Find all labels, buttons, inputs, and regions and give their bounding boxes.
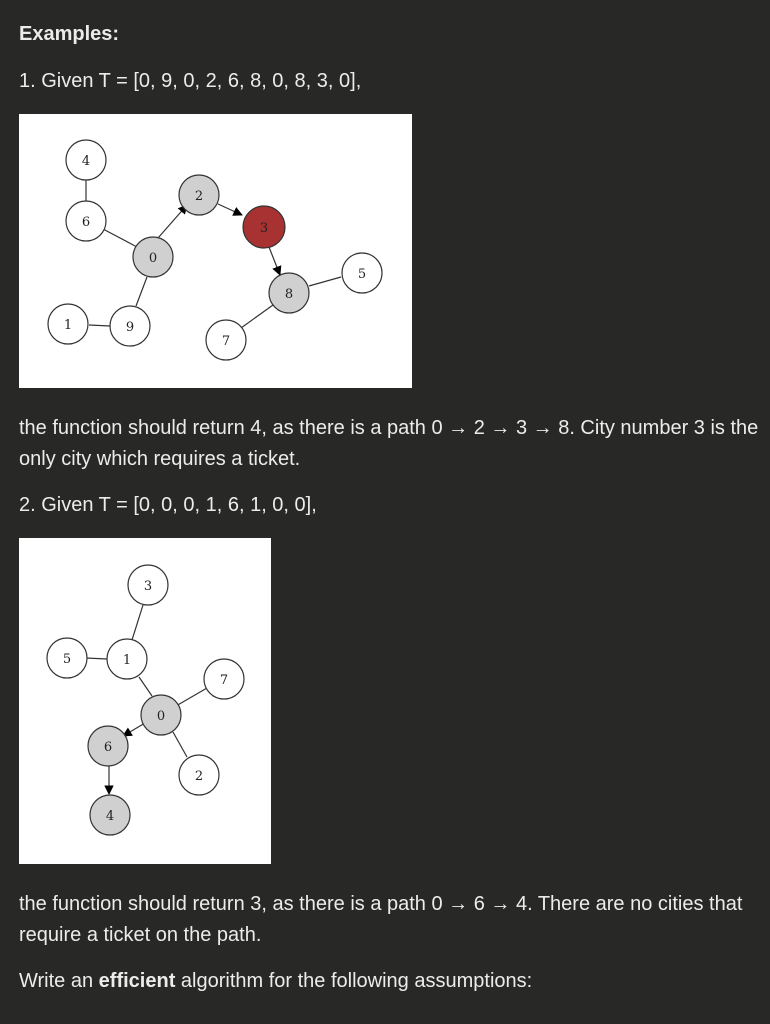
edge-0-6: [123, 723, 145, 736]
svg-text:1: 1: [122, 653, 132, 668]
graph-node: [141, 695, 181, 735]
edge-0-2: [158, 205, 187, 238]
svg-text:4: 4: [81, 154, 91, 169]
edge-1-9: [89, 325, 110, 326]
svg-text:7: 7: [221, 334, 231, 349]
example-2-explanation: the function should return 3, as there is a path 0 → 6 → 4. There are no cities that require a ticket on the path.: [19, 893, 743, 946]
graph-node: [133, 237, 173, 277]
edge-8-7: [241, 305, 273, 328]
graph-node: [204, 659, 244, 699]
edge-1-0: [139, 677, 152, 696]
example-2-nodes: [47, 565, 244, 835]
example-2-graph-svg: [19, 538, 271, 864]
graph-node: [179, 755, 219, 795]
svg-text:0: 0: [156, 709, 166, 724]
svg-text:8: 8: [284, 287, 294, 302]
svg-text:9: 9: [125, 320, 135, 335]
graph-node: [88, 726, 128, 766]
task-emphasis: efficient: [98, 970, 176, 992]
edge-8-5: [309, 277, 341, 286]
task-statement: [19, 966, 532, 997]
svg-text:4: 4: [105, 809, 115, 824]
graph-node: [66, 201, 106, 241]
task-text-after: algorithm for the following assumptions:: [175, 970, 533, 992]
examples-heading: Examples:: [19, 23, 120, 45]
example-2-intro: 2. Given T = [0, 0, 0, 1, 6, 1, 0, 0],: [19, 494, 317, 516]
svg-text:3: 3: [259, 221, 269, 236]
graph-node: [269, 273, 309, 313]
svg-text:6: 6: [103, 740, 113, 755]
graph-node: [48, 304, 88, 344]
example-2-graph: [19, 538, 271, 864]
example-1-intro: 1. Given T = [0, 9, 0, 2, 6, 8, 0, 8, 3, 0],: [19, 70, 362, 92]
svg-text:2: 2: [194, 769, 204, 784]
graph-node: [110, 306, 150, 346]
graph-node-ticket: [243, 206, 285, 248]
svg-text:6: 6: [81, 215, 91, 230]
example-1-graph: [19, 114, 412, 388]
svg-text:7: 7: [219, 673, 229, 688]
svg-text:5: 5: [357, 267, 367, 282]
task-text-before: Write an: [19, 970, 99, 992]
graph-node: [90, 795, 130, 835]
svg-text:3: 3: [143, 579, 153, 594]
edge-6-0: [103, 229, 137, 247]
graph-node: [47, 638, 87, 678]
edge-0-9: [136, 277, 147, 306]
edge-0-2: [173, 732, 187, 757]
graph-node: [206, 320, 246, 360]
edge-0-7: [176, 688, 207, 706]
example-1-explanation: the function should return 4, as there is a path 0 → 2 → 3 → 8. City number 3 is the only city which requires a ticket.: [19, 417, 759, 470]
graph-node: [179, 175, 219, 215]
svg-text:1: 1: [63, 318, 73, 333]
svg-text:0: 0: [148, 251, 158, 266]
example-1-graph-svg: [19, 114, 412, 388]
graph-node: [128, 565, 168, 605]
edge-5-1: [86, 658, 107, 659]
graph-node: [66, 140, 106, 180]
edge-3-1: [132, 605, 143, 640]
edge-2-3: [218, 204, 242, 215]
example-1-nodes: [48, 140, 382, 360]
svg-text:2: 2: [194, 189, 204, 204]
edge-3-8: [269, 247, 280, 275]
graph-node: [342, 253, 382, 293]
graph-node: [107, 639, 147, 679]
svg-text:5: 5: [62, 652, 72, 667]
